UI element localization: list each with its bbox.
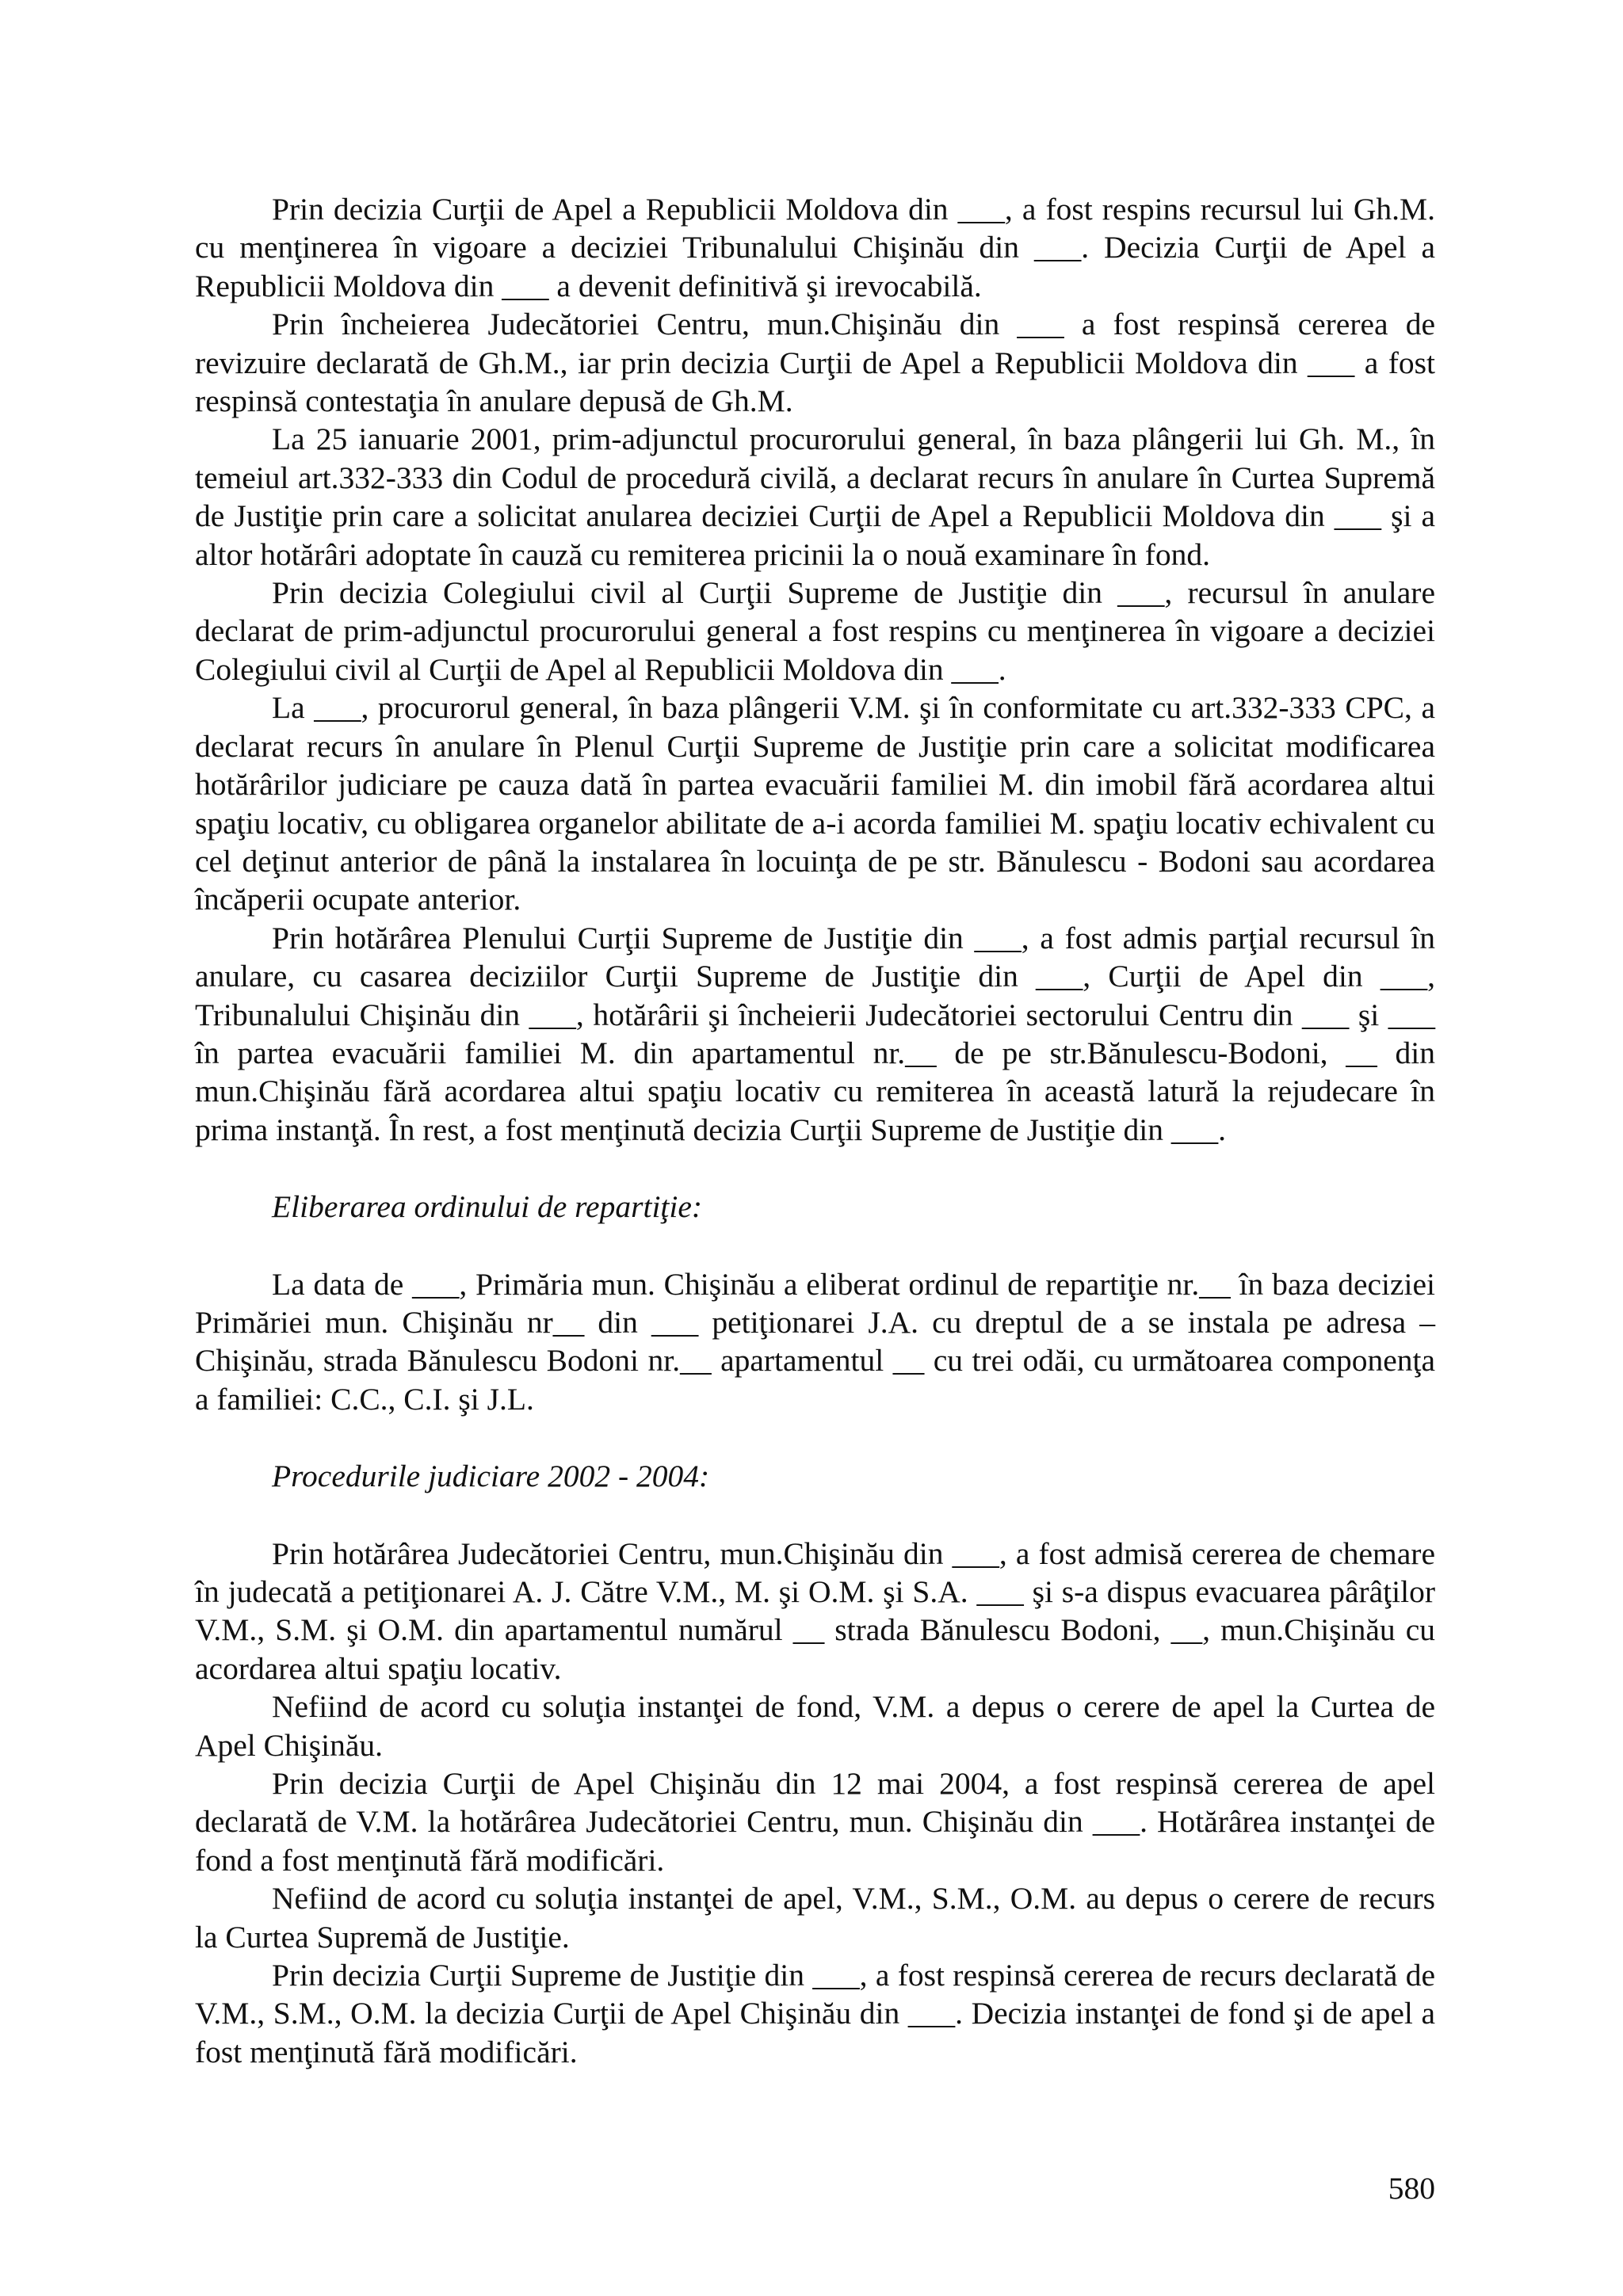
section-heading-repartition-order: Eliberarea ordinului de repartiţie: (272, 1189, 703, 1225)
section-heading-judicial-procedures: Procedurile judiciare 2002 - 2004: (272, 1459, 710, 1494)
spacer (195, 1418, 1435, 1457)
paragraph: Prin încheierea Judecătoriei Centru, mun.Chişinău din ___ a fost respinsă cererea de revizuire declarată de Gh.M., iar prin decizia Curţii de Apel a Republicii Moldova din ___ a fost respinsă contestaţia în anulare depusă de Gh.M. (195, 307, 1435, 419)
spacer (195, 1496, 1435, 1535)
paragraph: Nefiind de acord cu soluţia instanţei de apel, V.M., S.M., O.M. au depus o cerere de recurs la Curtea Supremă de Justiţie. (195, 1881, 1435, 1955)
paragraph: Prin decizia Colegiului civil al Curţii Supreme de Justiţie din ___, recursul în anulare declarat de prim-adjunctul procurorului general a fost respins cu menţinerea în vigoare a deciziei Colegiului civil al Curţii de Apel al Republicii Moldova din ___. (195, 575, 1435, 687)
paragraph: Prin decizia Curţii de Apel Chişinău din 12 mai 2004, a fost respinsă cererea de apel declarată de V.M. la hotărârea Judecătoriei Centru, mun. Chişinău din ___. Hotărârea instanţei de fond a fost menţinută fără modificări. (195, 1766, 1435, 1878)
paragraph: Nefiind de acord cu soluţia instanţei de fond, V.M. a depus o cerere de apel la Curtea de Apel Chişinău. (195, 1689, 1435, 1763)
spacer (195, 1149, 1435, 1188)
paragraph: Prin decizia Curţii Supreme de Justiţie din ___, a fost respinsă cererea de recurs declarată de V.M., S.M., O.M. la decizia Curţii de Apel Chişinău din ___. Decizia instanţei de fond şi de apel a fost menţinută fără modificări. (195, 1958, 1435, 2069)
paragraph: La data de ___, Primăria mun. Chişinău a eliberat ordinul de repartiţie nr.__ în baza deciziei Primăriei mun. Chişinău nr__ din ___ petiţionarei J.A. cu dreptul de a se instala pe adresa – Chişinău, strada Bănulescu Bodoni nr.__ apartamentul __ cu trei odăi, cu următoarea componenţa a familiei: C.C., C.I. şi J.L. (195, 1266, 1435, 1417)
page-number: 580 (1388, 2171, 1435, 2206)
paragraph: La 25 ianuarie 2001, prim-adjunctul procurorului general, în baza plângerii lui Gh. M., în temeiul art.332-333 din Codul de procedură civilă, a declarat recurs în anulare în Curtea Supremă de Justiţie prin care a solicitat anularea deciziei Curţii de Apel a Republicii Moldova din ___ şi a altor hotărâri adoptate în cauză cu remiterea pricinii la o nouă examinare în fond. (195, 421, 1435, 572)
document-body (195, 190, 1435, 2071)
paragraph: Prin decizia Curţii de Apel a Republicii Moldova din ___, a fost respins recursul lui Gh.M. cu menţinerea în vigoare a deciziei Tribunalului Chişinău din ___. Decizia Curţii de Apel a Republicii Moldova din ___ a devenit definitivă şi irevocabilă. (195, 192, 1435, 303)
paragraph: Prin hotărârea Plenului Curţii Supreme de Justiţie din ___, a fost admis parţial recursul în anulare, cu casarea deciziilor Curţii Supreme de Justiţie din ___, Curţii de Apel din ___, Tribunalului Chişinău din ___, hotărârii şi încheierii Judecătoriei sectorului Centru din ___ şi ___ în partea evacuării familiei M. din apartamentul nr.__ de pe str.Bănulescu-Bodoni, __ din mun.Chişinău fără acordarea altui spaţiu locativ cu remiterea în această latură la rejudecare în prima instanţă. În rest, a fost menţinută decizia Curţii Supreme de Justiţie din ___. (195, 920, 1435, 1147)
spacer (195, 1226, 1435, 1265)
paragraph: Prin hotărârea Judecătoriei Centru, mun.Chişinău din ___, a fost admisă cererea de chemare în judecată a petiţionarei A. J. Către V.M., M. şi O.M. şi S.A. ___ şi s-a dispus evacuarea pârâţilor V.M., S.M. şi O.M. din apartamentul numărul __ strada Bănulescu Bodoni, __, mun.Chişinău cu acordarea altui spaţiu locativ. (195, 1535, 1435, 1686)
paragraph: La ___, procurorul general, în baza plângerii V.M. şi în conformitate cu art.332-333 CPC, a declarat recurs în anulare în Plenul Curţii Supreme de Justiţie prin care a solicitat modificarea hotărârilor judiciare pe cauza dată în partea evacuării familiei M. din imobil fără acordarea altui spaţiu locativ, cu obligarea organelor abilitate de a-i acorda familiei M. spaţiu locativ echivalent cu cel deţinut anterior de până la instalarea în locuinţa de pe str. Bănulescu - Bodoni sau acordarea încăperii ocupate anterior. (195, 690, 1435, 917)
